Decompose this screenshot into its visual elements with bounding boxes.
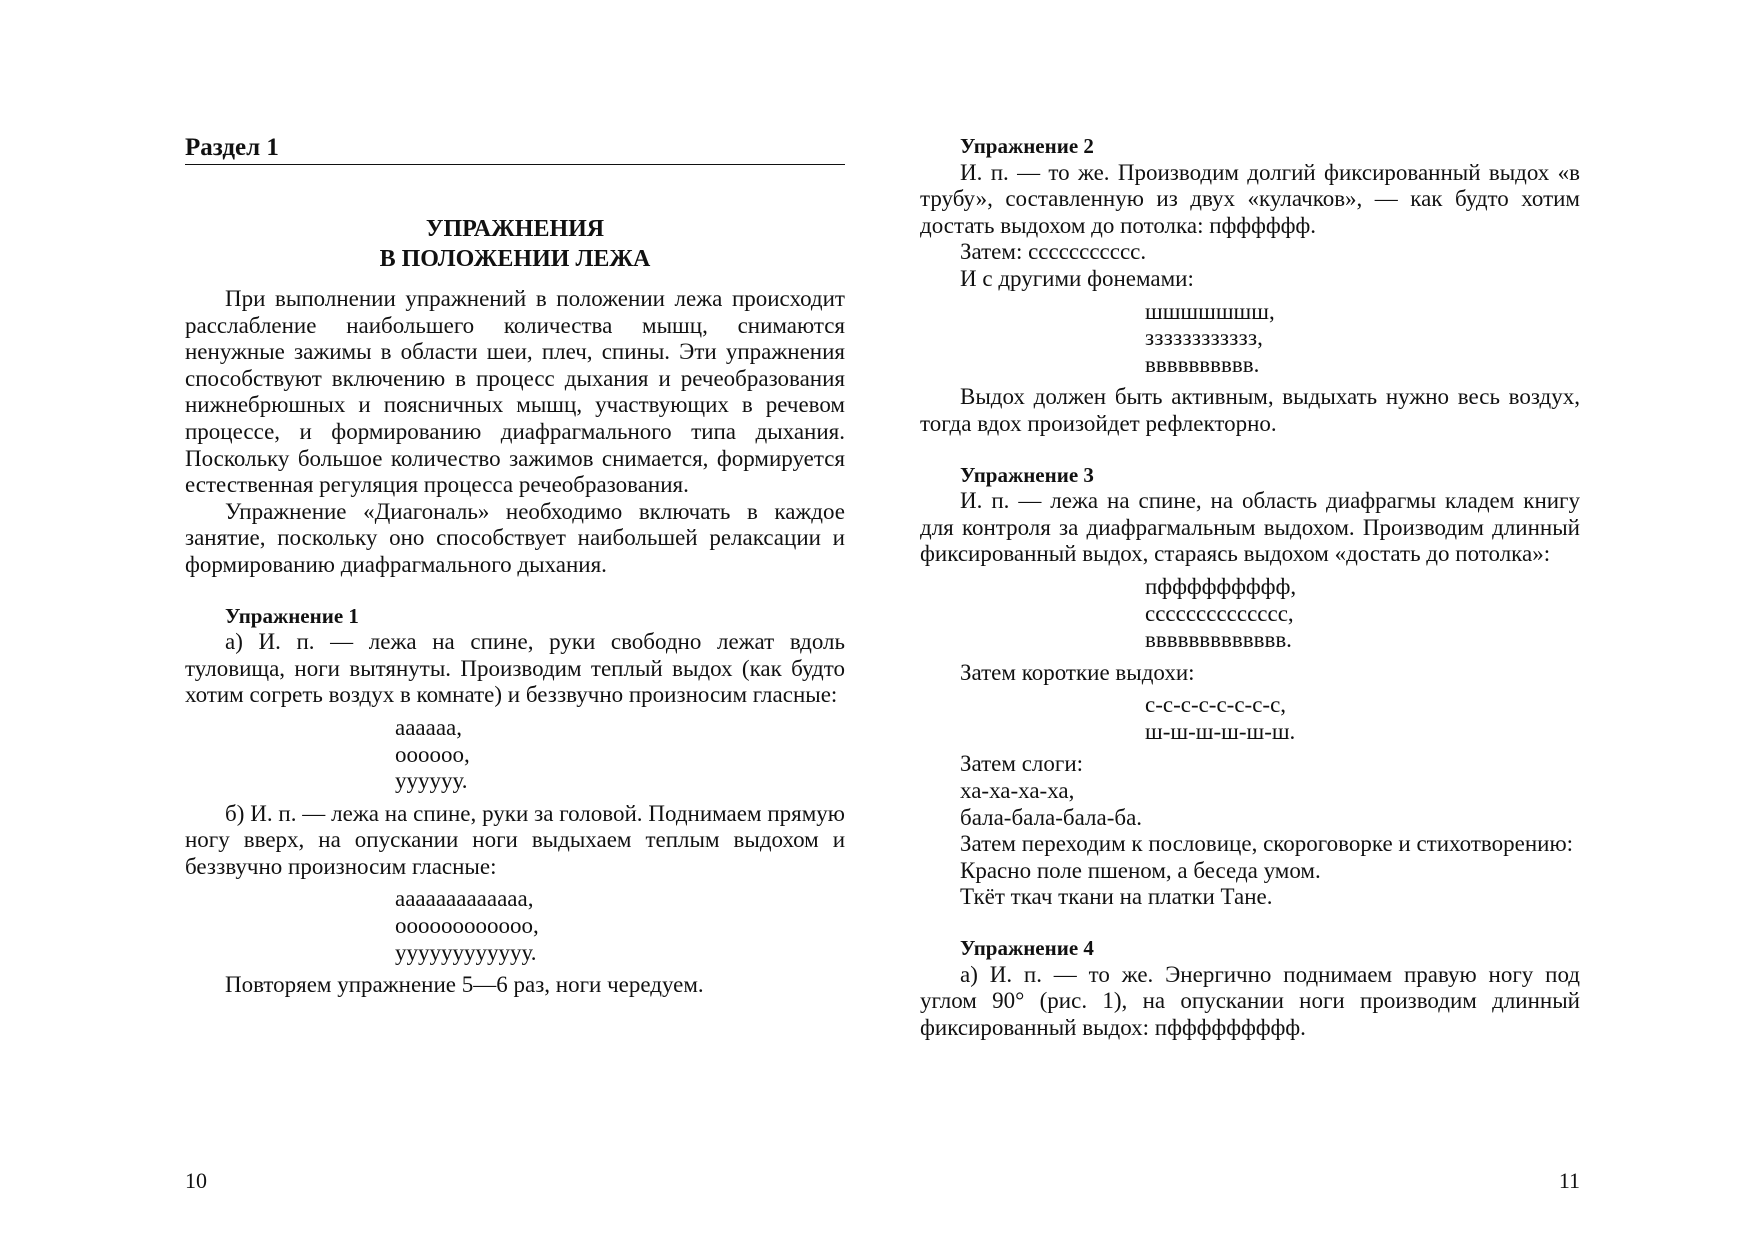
left-page [185, 0, 845, 1240]
exercise-2-text: И. п. — то же. Производим долгий фиксированный выдох «в трубу», составленную из двух «кулачков», — как будто хотим достать выдохом до потолка: пфффффф. [920, 159, 1580, 238]
exercise-3-heading: Упражнение 3 [960, 462, 1094, 487]
exercise-3-syllable-1: ха-ха-ха-ха, [960, 778, 1075, 804]
exercise-3-short: Затем короткие выдохи: [960, 659, 1195, 685]
exercise-3-syllables: Затем слоги: [960, 751, 1084, 777]
page-number-right: 11 [1558, 1168, 1580, 1193]
sound-line: уууууууууууу. [395, 939, 537, 965]
exercise-1-repeat: Повторяем упражнение 5—6 раз, ноги чередуем. [225, 972, 704, 998]
sound-line: с-с-с-с-с-с-с-с, [1145, 692, 1287, 718]
sound-line: зззззззззззз, [1145, 325, 1263, 351]
sound-line: вввввввввв. [1145, 351, 1260, 377]
exercise-3-text: И. п. — лежа на спине, на область диафрагмы кладем книгу для контроля за диафрагмальным выдохом. Производим длинный фиксированный выдох, стараясь выдохом «достать до потолка»: [920, 488, 1580, 567]
sound-line: оооооооооооо, [395, 913, 539, 939]
left-body [185, 286, 845, 999]
exercise-2-note: Выдох должен быть активным, выдыхать нужно весь воздух, тогда вдох произойдет рефлекторно. [920, 384, 1580, 436]
intro-paragraph-1: При выполнении упражнений в положении лежа происходит расслабление наибольшего количества мышц, снимаются ненужные зажимы в области шеи, плеч, спины. Эти упражнения способствуют включению в процесс дыхания и речеобразования нижнебрюшных и поясничных мышц, участвующих в речевом процессе, и формированию диафрагмального типа дыхания. Поскольку большое количество зажимов снимается, формируется естественная регуляция процесса речеобразования. [185, 286, 845, 498]
section-header: Раздел 1 [185, 134, 845, 165]
exercise-3-short-sounds [920, 692, 1580, 745]
exercise-1-part-a: а) И. п. — лежа на спине, руки свободно лежат вдоль туловища, ноги вытянуты. Производим теплый выдох (как будто хотим согреть воздух в комнате) и беззвучно произносим гласные: [185, 629, 845, 708]
exercise-4-heading: Упражнение 4 [960, 936, 1094, 961]
exercise-3-syllable-2: бала-бала-бала-ба. [960, 804, 1143, 830]
chapter-title-line-2: В ПОЛОЖЕНИИ ЛЕЖА [379, 246, 651, 272]
sound-line: ввввввввввввв. [1145, 627, 1292, 653]
exercise-1-a-sounds [185, 715, 845, 795]
exercise-1-b-sounds [185, 886, 845, 966]
sound-line: ааааааааааааа, [395, 886, 534, 912]
exercise-2-then: Затем: ссссссссссс. [960, 239, 1147, 265]
exercise-3-sounds [920, 574, 1580, 654]
exercise-3-line-2: Ткёт ткач ткани на платки Тане. [960, 884, 1273, 910]
chapter-title [185, 214, 845, 274]
page-number-left: 10 [185, 1168, 207, 1193]
sound-line: шшшшшшш, [1145, 298, 1275, 324]
sound-line: ш-ш-ш-ш-ш-ш. [1145, 718, 1296, 744]
sound-line: пффффффффф, [1145, 573, 1297, 599]
exercise-2-sounds [920, 299, 1580, 379]
exercise-3-line-1: Красно поле пшеном, а беседа умом. [960, 857, 1321, 883]
intro-paragraph-2: Упражнение «Диагональ» необходимо включать в каждое занятие, поскольку оно способствует наибольшей релаксации и формированию диафрагмального дыхания. [185, 498, 845, 577]
exercise-2-heading: Упражнение 2 [960, 134, 1094, 158]
sound-line: оооооо, [395, 741, 470, 767]
sound-line: аааааа, [395, 714, 463, 740]
exercise-1-heading: Упражнение 1 [225, 603, 359, 628]
right-body [920, 133, 1580, 1041]
exercise-2-other: И с другими фонемами: [960, 265, 1194, 291]
exercise-4-text: а) И. п. — то же. Энергично поднимаем правую ногу под углом 90° (рис. 1), на опускании ноги производим длинный фиксированный выдох: пффффффффф. [920, 961, 1580, 1040]
exercise-1-part-b: б) И. п. — лежа на спине, руки за головой. Поднимаем прямую ногу вверх, на опускании ноги выдыхаем теплым выдохом и беззвучно произносим гласные: [185, 800, 845, 879]
right-page [920, 0, 1580, 1240]
chapter-title-line-1: УПРАЖНЕНИЯ [425, 216, 605, 242]
exercise-3-proverb: Затем переходим к пословице, скороговорке и стихотворению: [960, 831, 1574, 857]
sound-line: сссссссссссссс, [1145, 600, 1294, 626]
sound-line: уууууу. [395, 768, 468, 794]
